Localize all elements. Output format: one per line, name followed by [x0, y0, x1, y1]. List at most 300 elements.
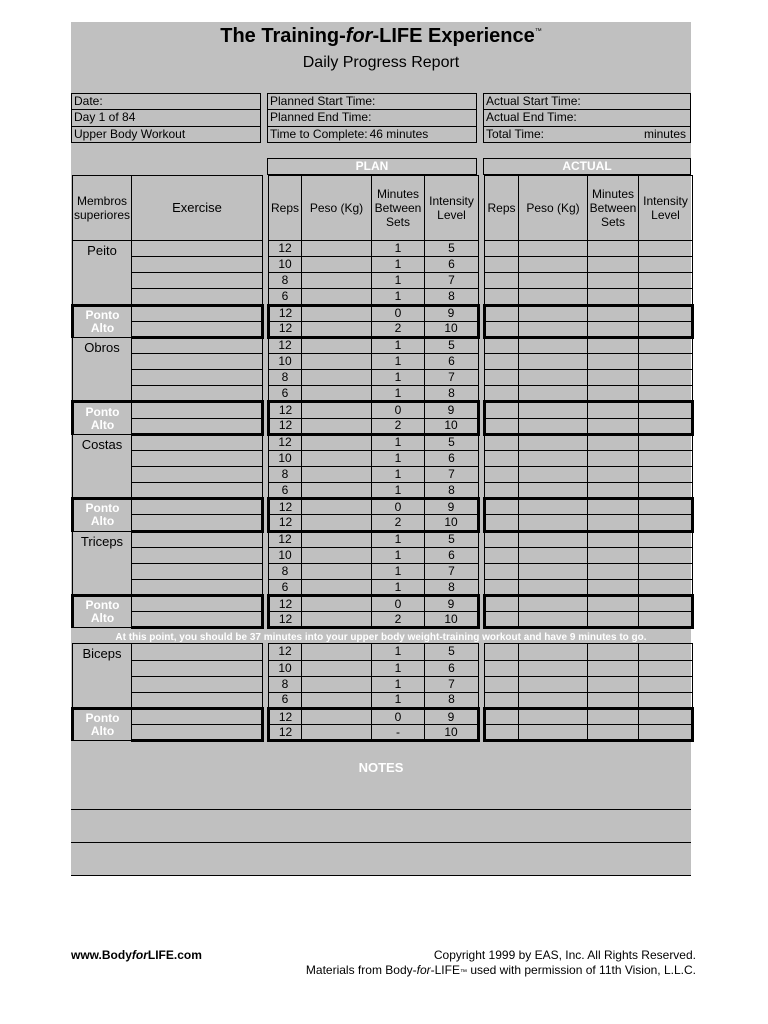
table-row — [485, 434, 693, 450]
minutes-cell: 1 — [372, 353, 425, 369]
peso-cell[interactable] — [302, 531, 372, 547]
actual-start-field[interactable]: Actual Start Time: — [484, 94, 690, 110]
actual-reps-cell[interactable] — [485, 499, 519, 515]
minutes-cell: 2 — [372, 515, 425, 531]
actual-minutes-cell[interactable] — [588, 708, 639, 724]
actual-minutes-cell[interactable] — [588, 547, 639, 563]
exercise-cell[interactable] — [132, 660, 263, 676]
actual-intensity-cell[interactable] — [639, 370, 693, 386]
column-header-peso: Peso (Kg) — [302, 176, 372, 241]
actual-peso-cell[interactable] — [519, 418, 588, 434]
peso-cell[interactable] — [302, 241, 372, 257]
peso-cell[interactable] — [302, 466, 372, 482]
minutes-cell: 2 — [372, 612, 425, 628]
minutes-cell: 2 — [372, 321, 425, 337]
intensity-cell: 10 — [425, 612, 479, 628]
exercise-cell[interactable] — [132, 434, 263, 450]
intensity-cell: 10 — [425, 418, 479, 434]
actual-peso-cell[interactable] — [519, 676, 588, 692]
actual-intensity-cell[interactable] — [639, 708, 693, 724]
actual-intensity-cell[interactable] — [639, 418, 693, 434]
actual-minutes-cell[interactable] — [588, 353, 639, 369]
actual-peso-cell[interactable] — [519, 547, 588, 563]
minutes-cell: 1 — [372, 692, 425, 708]
actual-intensity-cell[interactable] — [639, 725, 693, 741]
actual-peso-cell[interactable] — [519, 273, 588, 289]
actual-minutes-cell[interactable] — [588, 257, 639, 273]
actual-peso-cell[interactable] — [519, 305, 588, 321]
peso-cell[interactable] — [302, 547, 372, 563]
intensity-cell: 7 — [425, 563, 479, 579]
peso-cell[interactable] — [302, 337, 372, 353]
actual-reps-cell[interactable] — [485, 305, 519, 321]
actual-minutes-cell[interactable] — [588, 273, 639, 289]
actual-reps-cell[interactable] — [485, 466, 519, 482]
intensity-cell: 10 — [425, 725, 479, 741]
actual-minutes-cell[interactable] — [588, 370, 639, 386]
peso-cell[interactable] — [302, 305, 372, 321]
exercise-cell[interactable] — [132, 289, 263, 305]
actual-reps-cell[interactable] — [485, 353, 519, 369]
peso-cell[interactable] — [302, 708, 372, 724]
actual-reps-cell[interactable] — [485, 386, 519, 402]
actual-minutes-cell[interactable] — [588, 241, 639, 257]
actual-peso-cell[interactable] — [519, 644, 588, 660]
exercise-cell[interactable] — [132, 483, 263, 499]
table-row — [269, 370, 479, 386]
notes-line — [71, 809, 691, 810]
actual-reps-cell[interactable] — [485, 273, 519, 289]
table-row — [485, 547, 693, 563]
website-link[interactable]: www.BodyforLIFE.com — [71, 948, 202, 962]
actual-reps-cell[interactable] — [485, 531, 519, 547]
exercise-cell[interactable] — [132, 370, 263, 386]
peso-cell[interactable] — [302, 353, 372, 369]
reps-cell: 8 — [269, 563, 302, 579]
minutes-cell: 1 — [372, 450, 425, 466]
peso-cell[interactable] — [302, 563, 372, 579]
table-row — [485, 660, 693, 676]
actual-minutes-cell[interactable] — [588, 418, 639, 434]
actual-reps-cell[interactable] — [485, 644, 519, 660]
muscle-group-label: Obros — [73, 337, 132, 402]
actual-reps-cell[interactable] — [485, 434, 519, 450]
actual-minutes-cell[interactable] — [588, 450, 639, 466]
intensity-cell: 7 — [425, 273, 479, 289]
actual-peso-cell[interactable] — [519, 579, 588, 595]
actual-section-header: ACTUAL — [483, 158, 691, 175]
actual-reps-cell[interactable] — [485, 579, 519, 595]
intensity-cell: 6 — [425, 547, 479, 563]
exercise-cell[interactable] — [132, 499, 263, 515]
actual-end-field[interactable]: Actual End Time: — [484, 110, 690, 126]
exercise-cell[interactable] — [132, 676, 263, 692]
actual-peso-cell[interactable] — [519, 499, 588, 515]
actual-reps-cell[interactable] — [485, 660, 519, 676]
reps-cell: 12 — [269, 596, 302, 612]
actual-table — [483, 175, 694, 742]
actual-intensity-cell[interactable] — [639, 515, 693, 531]
exercise-cell[interactable] — [132, 337, 263, 353]
actual-reps-cell[interactable] — [485, 596, 519, 612]
actual-minutes-cell[interactable] — [588, 515, 639, 531]
peso-cell[interactable] — [302, 370, 372, 386]
peso-cell[interactable] — [302, 483, 372, 499]
intensity-cell: 9 — [425, 402, 479, 418]
peso-cell[interactable] — [302, 660, 372, 676]
exercise-cell[interactable] — [132, 273, 263, 289]
reps-cell: 12 — [269, 321, 302, 337]
actual-minutes-cell[interactable] — [588, 483, 639, 499]
actual-intensity-cell[interactable] — [639, 289, 693, 305]
actual-intensity-cell[interactable] — [639, 579, 693, 595]
table-header-row — [485, 176, 693, 241]
actual-reps-cell[interactable] — [485, 676, 519, 692]
table-row — [269, 434, 479, 450]
actual-peso-cell[interactable] — [519, 483, 588, 499]
table-row — [485, 612, 693, 628]
actual-peso-cell[interactable] — [519, 725, 588, 741]
column-header-intensity: Intensity Level — [425, 176, 479, 241]
intensity-cell: 9 — [425, 499, 479, 515]
actual-intensity-cell[interactable] — [639, 321, 693, 337]
page-subtitle: Daily Progress Report — [302, 54, 460, 71]
page-title: The Training-for-LIFE Experience™ — [220, 25, 542, 47]
planned-start-field[interactable]: Planned Start Time: — [268, 94, 476, 110]
actual-peso-cell[interactable] — [519, 596, 588, 612]
actual-intensity-cell[interactable] — [639, 337, 693, 353]
actual-peso-cell[interactable] — [519, 660, 588, 676]
highpoint-label: Ponto Alto — [73, 305, 132, 337]
actual-reps-cell[interactable] — [485, 692, 519, 708]
time-to-complete-value: 46 minutes — [369, 126, 429, 141]
actual-intensity-cell[interactable] — [639, 402, 693, 418]
highpoint-label: Ponto Alto — [73, 596, 132, 628]
actual-reps-cell[interactable] — [485, 725, 519, 741]
table-row — [485, 241, 693, 257]
table-row — [269, 660, 479, 676]
peso-cell[interactable] — [302, 596, 372, 612]
reps-cell: 12 — [269, 499, 302, 515]
minutes-cell: 1 — [372, 370, 425, 386]
actual-reps-cell[interactable] — [485, 418, 519, 434]
actual-reps-cell[interactable] — [485, 483, 519, 499]
plan-section-header: PLAN — [267, 158, 477, 175]
actual-intensity-cell[interactable] — [639, 273, 693, 289]
reps-cell: 8 — [269, 466, 302, 482]
reps-cell: 12 — [269, 612, 302, 628]
actual-peso-cell[interactable] — [519, 434, 588, 450]
actual-intensity-cell[interactable] — [639, 676, 693, 692]
reps-cell: 12 — [269, 418, 302, 434]
reps-cell: 12 — [269, 305, 302, 321]
minutes-cell: 1 — [372, 660, 425, 676]
exercise-cell[interactable] — [132, 644, 263, 660]
table-header-row — [73, 176, 263, 241]
reps-cell: 12 — [269, 644, 302, 660]
actual-intensity-cell[interactable] — [639, 596, 693, 612]
total-time-field[interactable] — [484, 127, 690, 143]
table-row — [269, 531, 479, 547]
peso-cell[interactable] — [302, 612, 372, 628]
minutes-cell: 0 — [372, 305, 425, 321]
table-row — [269, 547, 479, 563]
actual-minutes-cell[interactable] — [588, 434, 639, 450]
date-field[interactable]: Date: — [72, 94, 260, 110]
intensity-cell: 6 — [425, 353, 479, 369]
highpoint-label: Ponto Alto — [73, 402, 132, 434]
actual-intensity-cell[interactable] — [639, 241, 693, 257]
peso-cell[interactable] — [302, 289, 372, 305]
copyright-notice — [306, 948, 696, 980]
reps-cell: 12 — [269, 531, 302, 547]
minutes-cell: 1 — [372, 466, 425, 482]
exercise-cell[interactable] — [132, 386, 263, 402]
reps-cell: 6 — [269, 289, 302, 305]
reps-cell: 10 — [269, 353, 302, 369]
actual-peso-cell[interactable] — [519, 386, 588, 402]
table-row — [485, 418, 693, 434]
actual-reps-cell[interactable] — [485, 257, 519, 273]
actual-intensity-cell[interactable] — [639, 547, 693, 563]
actual-minutes-cell[interactable] — [588, 499, 639, 515]
actual-minutes-cell[interactable] — [588, 596, 639, 612]
planned-end-field[interactable]: Planned End Time: — [268, 110, 476, 126]
peso-cell[interactable] — [302, 499, 372, 515]
exercise-cell[interactable] — [132, 579, 263, 595]
table-row — [485, 370, 693, 386]
muscle-group-label: Peito — [73, 241, 132, 306]
actual-reps-cell[interactable] — [485, 402, 519, 418]
actual-reps-cell[interactable] — [485, 708, 519, 724]
reps-cell: 10 — [269, 547, 302, 563]
actual-peso-cell[interactable] — [519, 450, 588, 466]
reps-cell: 6 — [269, 386, 302, 402]
exercise-cell[interactable] — [132, 515, 263, 531]
exercise-cell[interactable] — [132, 725, 263, 741]
actual-minutes-cell[interactable] — [588, 644, 639, 660]
actual-reps-cell[interactable] — [485, 450, 519, 466]
intensity-cell: 9 — [425, 596, 479, 612]
actual-minutes-cell[interactable] — [588, 725, 639, 741]
actual-intensity-cell[interactable] — [639, 450, 693, 466]
notes-title: NOTES — [358, 760, 404, 775]
actual-peso-cell[interactable] — [519, 531, 588, 547]
peso-cell[interactable] — [302, 418, 372, 434]
actual-peso-cell[interactable] — [519, 337, 588, 353]
notes-line — [71, 875, 691, 876]
exercise-cell[interactable] — [132, 450, 263, 466]
table-row — [73, 241, 263, 257]
column-header-peso: Peso (Kg) — [519, 176, 588, 241]
intensity-cell: 5 — [425, 531, 479, 547]
actual-minutes-cell[interactable] — [588, 660, 639, 676]
table-row — [485, 257, 693, 273]
actual-peso-cell[interactable] — [519, 466, 588, 482]
actual-peso-cell[interactable] — [519, 257, 588, 273]
actual-intensity-cell[interactable] — [639, 483, 693, 499]
actual-reps-cell[interactable] — [485, 547, 519, 563]
table-row — [269, 289, 479, 305]
muscle-group-label: Biceps — [73, 644, 132, 709]
peso-cell[interactable] — [302, 273, 372, 289]
actual-intensity-cell[interactable] — [639, 386, 693, 402]
actual-intensity-cell[interactable] — [639, 692, 693, 708]
actual-reps-cell[interactable] — [485, 370, 519, 386]
table-row — [269, 692, 479, 708]
minutes-cell: 0 — [372, 499, 425, 515]
actual-peso-cell[interactable] — [519, 612, 588, 628]
exercise-cell[interactable] — [132, 708, 263, 724]
actual-peso-cell[interactable] — [519, 289, 588, 305]
actual-minutes-cell[interactable] — [588, 466, 639, 482]
actual-reps-cell[interactable] — [485, 289, 519, 305]
actual-reps-cell[interactable] — [485, 515, 519, 531]
reps-cell: 12 — [269, 241, 302, 257]
peso-cell[interactable] — [302, 321, 372, 337]
peso-cell[interactable] — [302, 676, 372, 692]
intensity-cell: 9 — [425, 708, 479, 724]
actual-intensity-cell[interactable] — [639, 466, 693, 482]
actual-reps-cell[interactable] — [485, 563, 519, 579]
table-header-row — [269, 176, 479, 241]
peso-cell[interactable] — [302, 644, 372, 660]
table-row — [485, 579, 693, 595]
actual-peso-cell[interactable] — [519, 402, 588, 418]
actual-minutes-cell[interactable] — [588, 305, 639, 321]
intensity-cell: 9 — [425, 305, 479, 321]
actual-peso-cell[interactable] — [519, 692, 588, 708]
table-row — [269, 466, 479, 482]
table-row — [269, 483, 479, 499]
actual-intensity-cell[interactable] — [639, 563, 693, 579]
peso-cell[interactable] — [302, 725, 372, 741]
exercise-cell[interactable] — [132, 305, 263, 321]
peso-cell[interactable] — [302, 515, 372, 531]
intensity-cell: 10 — [425, 321, 479, 337]
peso-cell[interactable] — [302, 450, 372, 466]
exercise-cell[interactable] — [132, 257, 263, 273]
exercise-cell[interactable] — [132, 321, 263, 337]
peso-cell[interactable] — [302, 257, 372, 273]
peso-cell[interactable] — [302, 692, 372, 708]
exercise-cell[interactable] — [132, 612, 263, 628]
table-row — [485, 483, 693, 499]
table-row — [485, 692, 693, 708]
exercise-cell[interactable] — [132, 531, 263, 547]
actual-peso-cell[interactable] — [519, 563, 588, 579]
actual-reps-cell[interactable] — [485, 337, 519, 353]
minutes-cell: 1 — [372, 579, 425, 595]
intensity-cell: 8 — [425, 579, 479, 595]
actual-peso-cell[interactable] — [519, 321, 588, 337]
table-row — [485, 353, 693, 369]
minutes-cell: 2 — [372, 418, 425, 434]
time-to-complete-label: Time to Complete: — [270, 126, 368, 141]
actual-minutes-cell[interactable] — [588, 337, 639, 353]
actual-intensity-cell[interactable] — [639, 612, 693, 628]
minutes-cell: 0 — [372, 596, 425, 612]
actual-minutes-cell[interactable] — [588, 563, 639, 579]
actual-intensity-cell[interactable] — [639, 353, 693, 369]
actual-peso-cell[interactable] — [519, 515, 588, 531]
peso-cell[interactable] — [302, 402, 372, 418]
actual-minutes-cell[interactable] — [588, 321, 639, 337]
table-row — [269, 402, 479, 418]
table-row — [485, 386, 693, 402]
actual-peso-cell[interactable] — [519, 370, 588, 386]
actual-reps-cell[interactable] — [485, 241, 519, 257]
actual-minutes-cell[interactable] — [588, 579, 639, 595]
actual-intensity-cell[interactable] — [639, 305, 693, 321]
intensity-cell: 8 — [425, 483, 479, 499]
actual-time-box — [483, 93, 691, 143]
actual-minutes-cell[interactable] — [588, 289, 639, 305]
peso-cell[interactable] — [302, 434, 372, 450]
reps-cell: 10 — [269, 450, 302, 466]
table-row — [269, 418, 479, 434]
actual-minutes-cell[interactable] — [588, 531, 639, 547]
actual-intensity-cell[interactable] — [639, 434, 693, 450]
table-row — [485, 337, 693, 353]
actual-peso-cell[interactable] — [519, 353, 588, 369]
column-header-reps: Reps — [485, 176, 519, 241]
table-row — [73, 596, 263, 612]
actual-intensity-cell[interactable] — [639, 660, 693, 676]
actual-minutes-cell[interactable] — [588, 402, 639, 418]
peso-cell[interactable] — [302, 386, 372, 402]
actual-peso-cell[interactable] — [519, 241, 588, 257]
actual-intensity-cell[interactable] — [639, 531, 693, 547]
actual-reps-cell[interactable] — [485, 612, 519, 628]
minutes-cell: 0 — [372, 708, 425, 724]
table-row — [269, 353, 479, 369]
minutes-cell: - — [372, 725, 425, 741]
actual-minutes-cell[interactable] — [588, 386, 639, 402]
exercise-cell[interactable] — [132, 547, 263, 563]
exercise-cell[interactable] — [132, 353, 263, 369]
actual-minutes-cell[interactable] — [588, 676, 639, 692]
table-row — [269, 725, 479, 741]
actual-intensity-cell[interactable] — [639, 644, 693, 660]
actual-intensity-cell[interactable] — [639, 499, 693, 515]
actual-intensity-cell[interactable] — [639, 257, 693, 273]
exercise-table — [71, 175, 264, 742]
minutes-cell: 1 — [372, 257, 425, 273]
table-row — [485, 402, 693, 418]
exercise-cell[interactable] — [132, 402, 263, 418]
table-row — [73, 644, 263, 660]
table-row — [485, 499, 693, 515]
exercise-cell[interactable] — [132, 563, 263, 579]
peso-cell[interactable] — [302, 579, 372, 595]
exercise-cell[interactable] — [132, 692, 263, 708]
exercise-cell[interactable] — [132, 596, 263, 612]
exercise-cell[interactable] — [132, 241, 263, 257]
actual-reps-cell[interactable] — [485, 321, 519, 337]
exercise-cell[interactable] — [132, 418, 263, 434]
actual-peso-cell[interactable] — [519, 708, 588, 724]
actual-minutes-cell[interactable] — [588, 692, 639, 708]
table-row — [269, 644, 479, 660]
actual-minutes-cell[interactable] — [588, 612, 639, 628]
intensity-cell: 7 — [425, 466, 479, 482]
exercise-cell[interactable] — [132, 466, 263, 482]
reps-cell: 8 — [269, 273, 302, 289]
intensity-cell: 8 — [425, 289, 479, 305]
table-row — [485, 273, 693, 289]
table-row — [73, 499, 263, 515]
